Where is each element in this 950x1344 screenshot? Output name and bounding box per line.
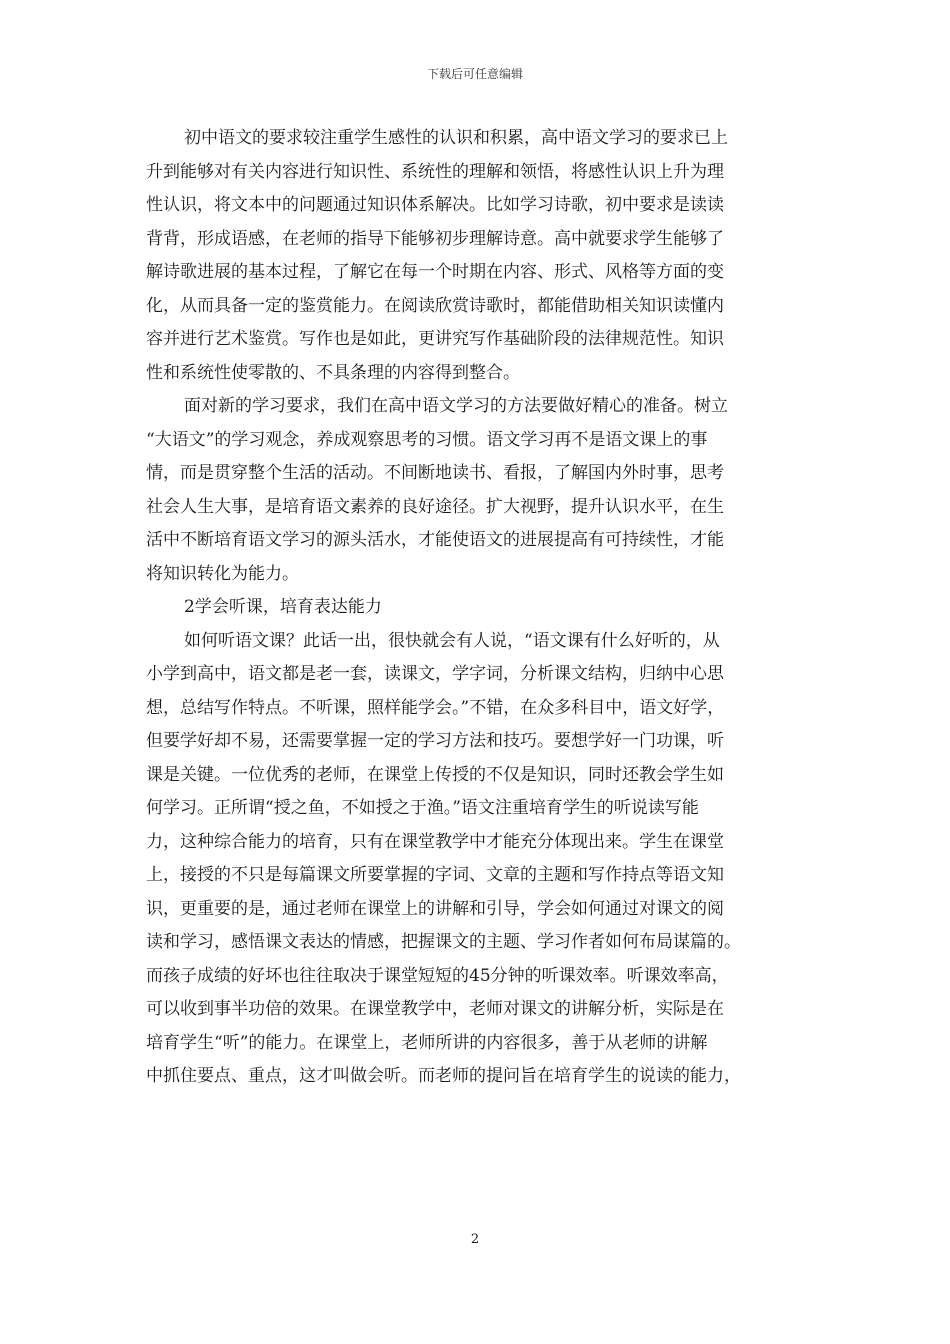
text-line: 上，接授的不只是每篇课文所要掌握的字词、文章的主题和写作持点等语文知 <box>146 865 724 885</box>
document-body <box>146 122 810 1094</box>
text-line: 而孩子成绩的好坏也往往取决于课堂短短的45分钟的听课效率。听课效率高， <box>146 965 729 986</box>
text-line: 面对新的学习要求，我们在高中语文学习的方法要做好精心的准备。树立 <box>184 396 728 416</box>
text-line: 如何听语文课？此话一出，很快就会有人说，“语文课有什么好听的，从 <box>184 630 720 651</box>
text-line: 活中不断培育语文学习的源头活水，才能使语文的进展提高有可持续性，才能 <box>146 530 724 550</box>
text-line: 小学到高中，语文都是老一套，读课文，学字词，分析课文结构，归纳中心思 <box>146 664 724 684</box>
text-line: 容并进行艺术鉴赏。写作也是如此，更讲究写作基础阶段的法律规范性。知识 <box>146 329 724 349</box>
text-line: 课是关键。一位优秀的老师，在课堂上传授的不仅是知识，同时还教会学生如 <box>146 764 724 785</box>
text-line: 读和学习，感悟课文表达的情感，把握课文的主题、学习作者如何布局谋篇的。 <box>146 932 741 952</box>
text-line: 化，从而具备一定的鉴赏能力。在阅读欣赏诗歌时，都能借助相关知识读懂内 <box>146 295 724 316</box>
text-line: 但要学好却不易，还需要掌握一定的学习方法和技巧。要想学好一门功课，听 <box>146 731 724 751</box>
text-line: 升到能够对有关内容进行知识性、系统性的理解和领悟，将感性认识上升为理 <box>146 161 724 182</box>
page-header: 下载后可任意编辑 <box>426 67 523 81</box>
text-line: “大语文”的学习观念，养成观察思考的习惯。语文学习再不是语文课上的事 <box>146 429 708 450</box>
text-line: 社会人生大事，是培育语文素养的良好途径。扩大视野，提升认识水平，在生 <box>146 496 724 517</box>
text-line: 力，这种综合能力的培育，只有在课堂教学中才能充分体现出来。学生在课堂 <box>146 831 724 852</box>
text-line: 解诗歌进展的基本过程，了解它在每一个时期在内容、形式、风格等方面的变 <box>146 262 724 282</box>
text-line: 识，更重要的是，通过老师在课堂上的讲解和引导，学会如何通过对课文的阅 <box>146 898 724 919</box>
text-line: 想，总结写作特点。不听课，照样能学会。”不错，在众多科目中，语文好学， <box>146 697 725 718</box>
text-line: 可以收到事半功倍的效果。在课堂教学中，老师对课文的讲解分析，实际是在 <box>146 999 724 1019</box>
text-line: 初中语文的要求较注重学生感性的认识和积累，高中语文学习的要求已上 <box>184 128 728 148</box>
page-number: 2 <box>470 1232 480 1247</box>
text-line: 中抓住要点、重点，这才叫做会听。而老师的提问旨在培育学生的说读的能力， <box>146 1066 741 1086</box>
section-heading: 2学会听课，培育表达能力 <box>184 597 382 617</box>
text-line: 情，而是贯穿整个生活的活动。不间断地读书、看报，了解国内外时事，思考 <box>146 463 724 483</box>
text-line: 培育学生“听”的能力。在课堂上，老师所讲的内容很多，善于从老师的讲解 <box>146 1032 708 1053</box>
text-line: 何学习。正所谓“授之鱼，不如授之于渔。”语文注重培育学生的听说读写能 <box>146 798 699 818</box>
text-line: 背背，形成语感，在老师的指导下能够初步理解诗意。高中就要求学生能够了 <box>146 228 724 249</box>
text-line: 性认识，将文本中的问题通过知识体系解决。比如学习诗歌，初中要求是读读 <box>146 195 724 215</box>
text-line: 性和系统性使零散的、不具条理的内容得到整合。 <box>146 362 520 383</box>
text-line: 将知识转化为能力。 <box>146 563 299 584</box>
